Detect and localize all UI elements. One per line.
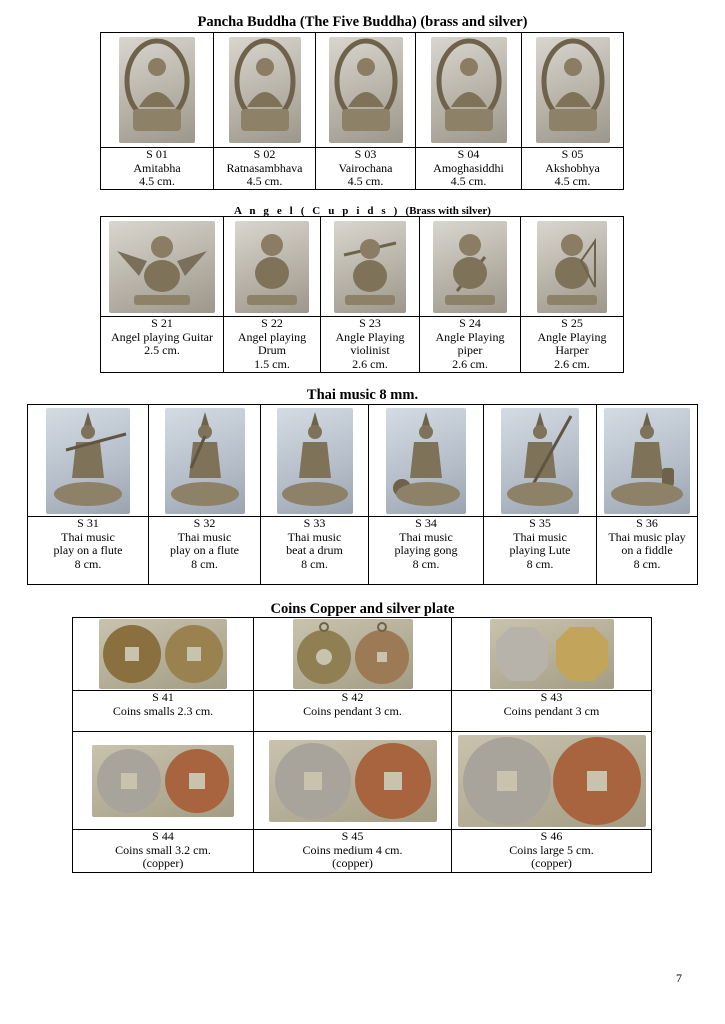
coins-image-row-2 <box>73 732 652 830</box>
product-size: 1.5 cm. <box>254 356 290 371</box>
product-name: Coins medium 4 cm. <box>302 842 403 857</box>
product-size: 2.5 cm. <box>144 343 180 357</box>
product-code: S 35 <box>529 516 551 530</box>
product-photo-cell <box>420 217 521 317</box>
product-photo-cell <box>369 405 484 517</box>
buddha-figure-icon <box>536 37 610 143</box>
thai-image-row <box>28 405 698 517</box>
product-caption <box>321 317 420 373</box>
product-name-line2: play on a flute <box>53 543 123 557</box>
angel-table <box>100 216 624 373</box>
buddha-figure-icon <box>329 37 403 143</box>
round-coin-pair-icon <box>458 735 646 827</box>
product-photo-cell <box>149 405 261 517</box>
product-caption <box>261 517 369 585</box>
product-photo-cell <box>254 732 452 830</box>
product-name: Akshobhya <box>545 160 600 175</box>
product-size: 4.5 cm. <box>246 174 283 188</box>
product-photo-cell <box>254 618 452 691</box>
coins-table <box>72 617 652 873</box>
buddha-caption-row <box>101 148 624 190</box>
product-name-line2: playing Lute <box>509 543 571 557</box>
product-code: S 05 <box>561 147 584 161</box>
product-code: S 46 <box>540 829 563 843</box>
product-code: S 42 <box>341 690 364 704</box>
product-size: 4.5 cm. <box>450 174 487 188</box>
thai-caption-row <box>28 517 698 585</box>
product-caption <box>254 691 452 732</box>
product-size: 8 cm. <box>191 556 218 571</box>
page-number: 7 <box>676 971 682 985</box>
angel-image-row <box>101 217 624 317</box>
product-photo-cell <box>214 33 316 148</box>
product-code: S 03 <box>354 147 377 161</box>
buddha-table <box>100 32 624 190</box>
product-caption <box>420 317 521 373</box>
cupid-figure-icon <box>334 221 406 313</box>
product-name-line2: Harper <box>555 343 589 357</box>
product-name-line2: on a fiddle <box>621 543 673 557</box>
coins-caption-row-2 <box>73 830 652 873</box>
product-size: 8 cm. <box>633 556 661 571</box>
product-name-line2: piper <box>457 343 483 357</box>
product-code: S 23 <box>359 316 381 330</box>
cupid-figure-icon <box>537 221 607 313</box>
product-photo-cell <box>28 405 149 517</box>
product-photo-cell <box>597 405 698 517</box>
product-size: 4.5 cm. <box>347 174 384 188</box>
product-size: 4.5 cm. <box>554 174 591 188</box>
product-name: Angle Playing <box>335 329 405 344</box>
product-photo-cell <box>521 217 624 317</box>
product-name: Angel playing Guitar <box>111 329 213 344</box>
octagon-pendant-pair-icon <box>490 619 614 689</box>
product-name-line2: play on a flute <box>170 543 239 557</box>
product-name-line2: Drum <box>258 343 286 357</box>
round-coin-pair-icon <box>269 740 437 822</box>
product-size: 2.6 cm. <box>554 356 590 371</box>
product-name: Angle Playing <box>537 329 607 344</box>
product-size: 4.5 cm. <box>139 174 175 188</box>
product-name: Amitabha <box>133 160 181 175</box>
product-photo-cell <box>224 217 321 317</box>
product-caption <box>369 517 484 585</box>
product-caption <box>521 317 624 373</box>
product-caption <box>484 517 597 585</box>
product-code: S 32 <box>193 516 216 530</box>
section-title-angel-main: A n g e l ( C u p i d s ) <box>234 205 400 217</box>
section-title-buddha: Pancha Buddha (The Five Buddha) (brass and silver) <box>197 14 528 30</box>
product-photo-cell <box>321 217 420 317</box>
product-name: Thai music <box>513 529 567 544</box>
product-photo-cell <box>484 405 597 517</box>
product-name: Coins large 5 cm. <box>509 842 594 857</box>
product-photo-cell <box>73 618 254 691</box>
product-code: S 21 <box>151 316 173 330</box>
buddha-image-row <box>101 33 624 148</box>
buddha-figure-icon <box>431 37 507 143</box>
product-caption <box>101 148 214 190</box>
product-name-line2: playing gong <box>394 543 458 557</box>
product-name: Thai music <box>177 529 232 544</box>
product-name: Coins smalls 2.3 cm. <box>112 703 214 718</box>
product-caption <box>73 830 254 873</box>
section-title-angel-material: (Brass with silver) <box>405 205 491 217</box>
product-name: Thai music play <box>608 529 686 544</box>
thai-music-table <box>27 404 698 585</box>
product-photo-cell <box>316 33 416 148</box>
product-code: S 22 <box>261 316 283 330</box>
thai-musician-icon <box>604 408 690 514</box>
product-photo-cell <box>101 217 224 317</box>
product-caption <box>452 691 652 732</box>
product-material: (copper) <box>332 856 373 870</box>
product-name: Angel playing <box>237 329 307 344</box>
product-name: Vairochana <box>338 160 393 175</box>
coins-caption-row-1 <box>73 691 652 732</box>
product-name: Coins small 3.2 cm. <box>115 842 211 857</box>
product-code: S 36 <box>636 516 658 530</box>
product-code: S 01 <box>146 147 168 161</box>
thai-musician-icon <box>46 408 130 514</box>
coin-pendant-pair-icon <box>293 619 413 689</box>
round-coin-pair-icon <box>92 745 234 817</box>
product-code: S 04 <box>457 147 480 161</box>
product-size: 8 cm. <box>412 556 440 571</box>
cupid-figure-icon <box>235 221 309 313</box>
product-size: 2.6 cm. <box>452 356 488 371</box>
product-caption <box>101 317 224 373</box>
product-photo-cell <box>261 405 369 517</box>
product-size: 8 cm. <box>74 556 102 571</box>
product-name: Thai music <box>399 529 453 544</box>
product-name: Coins pendant 3 cm. <box>303 703 402 718</box>
buddha-figure-icon <box>229 37 301 143</box>
thai-musician-icon <box>277 408 353 514</box>
product-material: (copper) <box>142 856 184 870</box>
coins-image-row-1 <box>73 618 652 691</box>
product-caption <box>73 691 254 732</box>
product-name: Thai music <box>287 529 342 544</box>
product-photo-cell <box>416 33 522 148</box>
product-name: Angle Playing <box>435 329 505 344</box>
product-code: S 33 <box>303 516 326 530</box>
product-caption <box>316 148 416 190</box>
section-title-thai-music: Thai music 8 mm. <box>306 387 419 403</box>
product-photo-cell <box>101 33 214 148</box>
product-code: S 25 <box>561 316 583 330</box>
product-code: S 02 <box>253 147 276 161</box>
product-caption <box>149 517 261 585</box>
cupid-figure-icon <box>433 221 507 313</box>
section-title-coins: Coins Copper and silver plate <box>270 601 455 617</box>
thai-musician-icon <box>165 408 245 514</box>
product-photo-cell <box>452 732 652 830</box>
buddha-figure-icon <box>119 37 195 143</box>
product-name: Coins pendant 3 cm <box>503 703 600 718</box>
product-photo-cell <box>73 732 254 830</box>
product-size: 2.6 cm. <box>352 356 388 371</box>
product-material: (copper) <box>531 856 572 870</box>
product-code: S 44 <box>152 829 174 843</box>
thai-musician-icon <box>501 408 579 514</box>
product-photo-cell <box>452 618 652 691</box>
thai-musician-icon <box>386 408 466 514</box>
product-caption <box>214 148 316 190</box>
product-code: S 31 <box>77 516 99 530</box>
product-caption <box>28 517 149 585</box>
product-code: S 45 <box>341 829 364 843</box>
product-caption <box>254 830 452 873</box>
product-caption <box>224 317 321 373</box>
product-name-line2: beat a drum <box>286 543 343 557</box>
product-caption <box>597 517 698 585</box>
product-name-line2: violinist <box>350 343 390 357</box>
round-coin-pair-icon <box>99 619 227 689</box>
product-size: 8 cm. <box>301 556 328 571</box>
product-code: S 34 <box>415 516 437 530</box>
product-size: 8 cm. <box>526 556 554 571</box>
product-photo-cell <box>522 33 624 148</box>
product-name: Thai music <box>61 529 115 544</box>
product-caption <box>522 148 624 190</box>
product-name: Amoghasiddhi <box>433 160 504 175</box>
product-code: S 24 <box>459 316 481 330</box>
product-code: S 43 <box>540 690 563 704</box>
product-caption <box>452 830 652 873</box>
angel-caption-row <box>101 317 624 373</box>
product-caption <box>416 148 522 190</box>
product-code: S 41 <box>152 690 174 704</box>
product-name: Ratnasambhava <box>226 160 303 175</box>
cupid-figure-icon <box>109 221 215 313</box>
